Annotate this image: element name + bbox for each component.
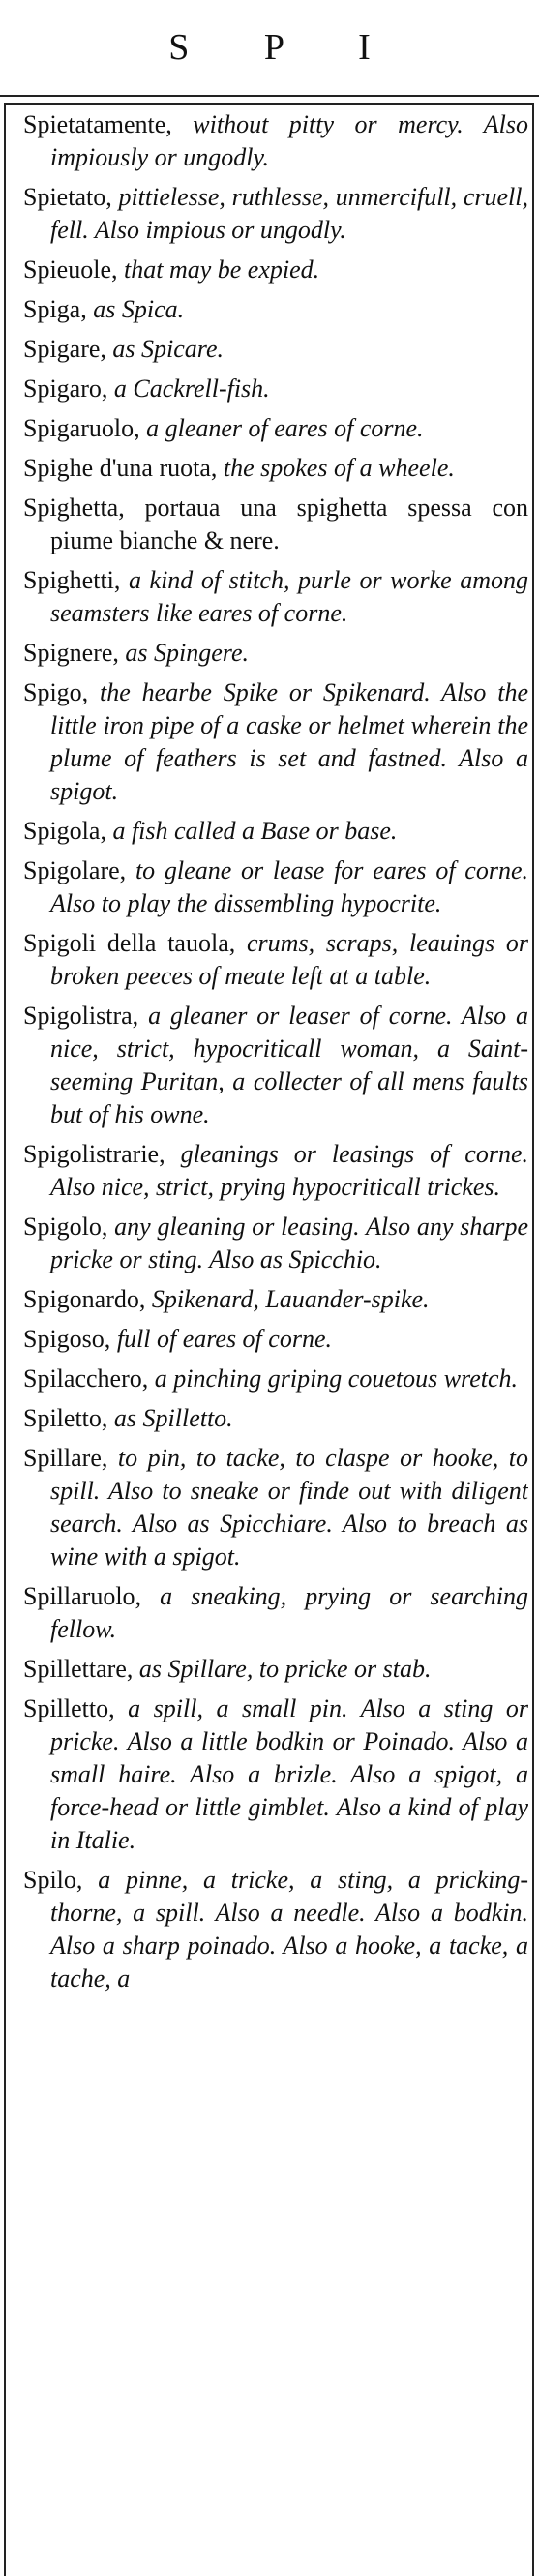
entry-headword: Spigoso,: [23, 1325, 111, 1353]
entry-column: [23, 108, 528, 2576]
dictionary-entry: [23, 1442, 528, 1573]
entry-headword: Spigoli della tauola,: [23, 929, 236, 957]
dictionary-entry: [23, 927, 528, 993]
entry-headword: Spigolare,: [23, 856, 127, 884]
entry-headword: Spigo,: [23, 678, 89, 706]
dictionary-entry: [23, 452, 528, 485]
dictionary-entry: [23, 254, 528, 286]
entry-headword: Spighetta, portaua una spighetta spessa con piume bianche & nere.: [23, 494, 528, 554]
entry-headword: Spillaruolo,: [23, 1582, 142, 1610]
dictionary-entry: [23, 676, 528, 808]
entry-headword: Spigolo,: [23, 1213, 108, 1241]
column-frame: [4, 103, 534, 2576]
dictionary-entry: [23, 181, 528, 247]
entry-definition: as Spilletto.: [113, 1404, 233, 1432]
entry-definition: to pin, to tacke, to claspe or hooke, to spill. Also to sneake or finde out with diligent search. Also as Spicchiare. Also to breach as wine with a spigot.: [50, 1444, 528, 1571]
dictionary-entry: [23, 815, 528, 848]
entry-definition: as Spillare, to pricke or stab.: [138, 1655, 432, 1683]
dictionary-entry: [23, 492, 528, 557]
dictionary-entry: [23, 854, 528, 920]
dictionary-entry: [23, 1864, 528, 1995]
dictionary-entry: [23, 293, 528, 326]
dictionary-entry: [23, 1211, 528, 1276]
entry-headword: Spietatamente,: [23, 110, 172, 138]
dictionary-entry: [23, 1323, 528, 1356]
dictionary-entry: [23, 1283, 528, 1316]
entry-definition: gleanings or leasings of corne. Also nice, strict, prying hypocriticall trickes.: [50, 1140, 528, 1201]
entry-definition: pittielesse, ruthlesse, unmercifull, cruell, fell. Also impious or ungodly.: [50, 183, 528, 244]
entry-definition: full of eares of corne.: [116, 1325, 332, 1353]
entry-definition: a gleaner or leaser of corne. Also a nice, strict, hypocriticall woman, a Saint-seeming Puritan, a collecter of all mens faults but of his owne.: [50, 1002, 528, 1128]
entry-definition: a spill, a small pin. Also a sting or pricke. Also a little bodkin or Poinado. Also a small haire. Also a brizle. Also a spigot, a force-head or little gimblet. Also a kind of play in Italie.: [50, 1694, 528, 1854]
entry-definition: the hearbe Spike or Spikenard. Also the little iron pipe of a caske or helmet wherein the plume of feathers is set and fastned. Also a spigot.: [50, 678, 528, 805]
entry-definition: without pitty or mercy. Also impiously or ungodly.: [50, 110, 528, 171]
entry-headword: Spighe d'una ruota,: [23, 454, 218, 482]
entry-definition: that may be expied.: [124, 255, 320, 284]
entry-headword: Spigare,: [23, 335, 106, 363]
entry-definition: as Spicare.: [112, 335, 224, 363]
entry-headword: Spigonardo,: [23, 1285, 146, 1313]
dictionary-entry: [23, 373, 528, 405]
entry-headword: Spillare,: [23, 1444, 108, 1472]
entry-headword: Spigaruolo,: [23, 414, 140, 442]
dictionary-entry: [23, 1402, 528, 1435]
entry-headword: Spietato,: [23, 183, 112, 211]
dictionary-entry: [23, 1653, 528, 1686]
entry-headword: Spiga,: [23, 295, 87, 323]
entry-definition: as Spingere.: [125, 639, 249, 667]
entry-headword: Spilo,: [23, 1866, 83, 1894]
entry-definition: Spikenard, Lauander-spike.: [151, 1285, 430, 1313]
dictionary-entry: [23, 108, 528, 174]
dictionary-entry: [23, 637, 528, 670]
entry-definition: a kind of stitch, purle or worke among seamsters like eares of corne.: [50, 566, 528, 627]
entry-headword: Spiletto,: [23, 1404, 108, 1432]
entry-headword: Spieuole,: [23, 255, 118, 284]
entry-definition: the spokes of a wheele.: [223, 454, 455, 482]
dictionary-entry: [23, 1000, 528, 1131]
entry-definition: crums, scraps, leauings or broken peeces of meate left at a table.: [50, 929, 528, 990]
entry-definition: a sneaking, prying or searching fellow.: [50, 1582, 528, 1643]
entry-definition: a fish called a Base or base.: [112, 817, 398, 845]
dictionary-entry: [23, 1692, 528, 1857]
dictionary-entry: [23, 333, 528, 366]
entry-headword: Spigolistrarie,: [23, 1140, 165, 1168]
entry-headword: Spillettare,: [23, 1655, 134, 1683]
entry-definition: to gleane or lease for eares of corne. Also to play the dissembling hypocrite.: [50, 856, 528, 917]
running-head: S P I: [0, 0, 539, 97]
entry-definition: a Cackrell-fish.: [113, 374, 270, 403]
entry-headword: Spignere,: [23, 639, 119, 667]
entry-definition: a pinne, a tricke, a sting, a pricking-thorne, a spill. Also a needle. Also a bodkin. Also a sharp poinado. Also a hooke, a tacke, a tache, a: [50, 1866, 528, 1992]
entry-headword: Spilletto,: [23, 1694, 115, 1722]
entry-headword: Spilacchero,: [23, 1364, 149, 1393]
dictionary-entry: [23, 564, 528, 630]
entry-definition: as Spica.: [93, 295, 185, 323]
entry-headword: Spigolistra,: [23, 1002, 139, 1030]
entry-definition: a pinching griping couetous wretch.: [154, 1364, 519, 1393]
entry-definition: any gleaning or leasing. Also any sharpe pricke or sting. Also as Spicchio.: [50, 1213, 528, 1273]
dictionary-entry: [23, 1580, 528, 1646]
entry-headword: Spigola,: [23, 817, 106, 845]
dictionary-entry: [23, 412, 528, 445]
dictionary-entry: [23, 1138, 528, 1204]
dictionary-entry: [23, 1363, 528, 1395]
entry-headword: Spighetti,: [23, 566, 121, 594]
entry-headword: Spigaro,: [23, 374, 108, 403]
entry-definition: a gleaner of eares of corne.: [146, 414, 424, 442]
